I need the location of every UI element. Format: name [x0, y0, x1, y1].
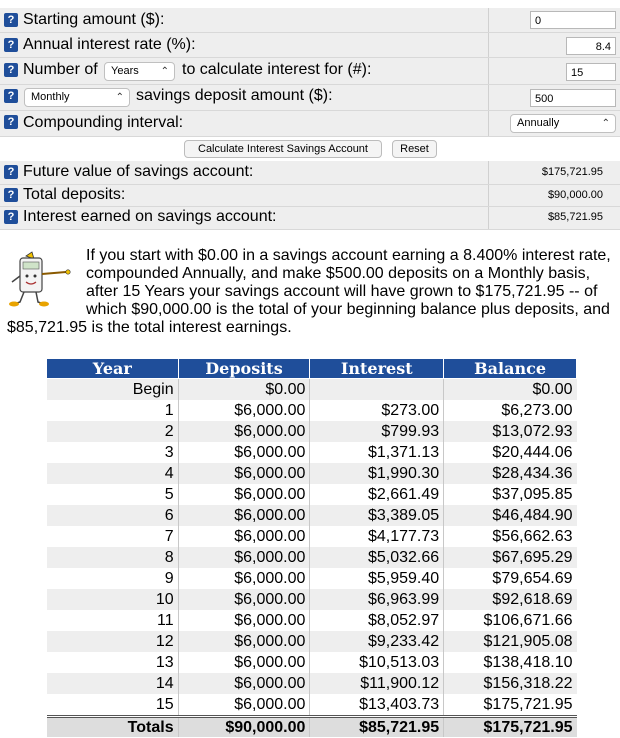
help-icon[interactable]: ? [4, 13, 18, 27]
total-balance-cell: $175,721.95 [444, 717, 577, 738]
chevron-updown-icon: ⌃ [160, 66, 169, 77]
future-value-result: $175,721.95 [541, 166, 603, 178]
help-icon[interactable]: ? [4, 210, 18, 224]
balance-cell: $46,484.90 [444, 505, 577, 526]
interest-cell: $3,389.05 [310, 505, 444, 526]
balance-cell: $156,318.22 [444, 673, 577, 694]
balance-cell: $79,654.69 [444, 568, 577, 589]
balance-cell: $0.00 [444, 379, 577, 401]
interest-cell: $9,233.42 [310, 631, 444, 652]
deposits-cell: $6,000.00 [178, 610, 310, 631]
year-cell: 6 [47, 505, 179, 526]
help-icon[interactable]: ? [4, 89, 18, 103]
interest-cell: $1,371.13 [310, 442, 444, 463]
num-periods-label-pre: Number of [23, 61, 98, 78]
interest-cell: $1,990.30 [310, 463, 444, 484]
year-cell: 2 [47, 421, 179, 442]
interest-cell [310, 379, 444, 401]
savings-schedule-table [46, 358, 577, 737]
year-cell: Begin [47, 379, 179, 401]
deposits-cell: $6,000.00 [178, 526, 310, 547]
deposit-frequency-select[interactable] [24, 88, 130, 107]
starting-amount-label: Starting amount ($): [23, 11, 165, 28]
header-deposits: Deposits [178, 359, 310, 379]
summary-line-4: which $90,000.00 is the total of your beginning balance plus deposits, and [86, 301, 610, 318]
table-row [47, 568, 577, 589]
period-unit-value: Years [111, 65, 139, 77]
year-cell: 14 [47, 673, 179, 694]
future-value-label: Future value of savings account: [23, 163, 254, 180]
interest-earned-result: $85,721.95 [547, 211, 603, 223]
deposits-cell: $6,000.00 [178, 484, 310, 505]
header-year: Year [47, 359, 179, 379]
help-icon[interactable]: ? [4, 188, 18, 202]
interest-cell: $8,052.97 [310, 610, 444, 631]
year-cell: 7 [47, 526, 179, 547]
interest-cell: $6,963.99 [310, 589, 444, 610]
deposit-amount-input[interactable]: 500 [530, 89, 616, 107]
interest-rate-input[interactable]: 8.4 [566, 37, 616, 55]
deposits-cell: $0.00 [178, 379, 310, 401]
year-cell: 1 [47, 400, 179, 421]
total-year-cell: Totals [47, 717, 179, 738]
balance-cell: $67,695.29 [444, 547, 577, 568]
total-deposits-label: Total deposits: [23, 186, 126, 203]
summary-line-1: If you start with $0.00 in a savings account earning a 8.400% interest rate, [86, 247, 611, 264]
table-row [47, 505, 577, 526]
balance-cell: $175,721.95 [444, 694, 577, 717]
deposits-cell: $6,000.00 [178, 463, 310, 484]
num-periods-label-post: to calculate interest for (#): [182, 61, 372, 78]
table-row [47, 484, 577, 505]
starting-amount-row [0, 8, 620, 33]
interest-earned-label: Interest earned on savings account: [23, 208, 277, 225]
summary-line-2: compounded Annually, and make $500.00 deposits on a Monthly basis, [86, 265, 591, 282]
interest-rate-label: Annual interest rate (%): [23, 36, 196, 53]
table-row [47, 379, 577, 401]
deposit-label: savings deposit amount ($): [136, 87, 333, 104]
deposits-cell: $6,000.00 [178, 631, 310, 652]
header-interest: Interest [310, 359, 444, 379]
chevron-updown-icon: ⌃ [115, 92, 124, 103]
table-row [47, 589, 577, 610]
deposits-cell: $6,000.00 [178, 421, 310, 442]
calculate-button[interactable]: Calculate Interest Savings Account [184, 140, 382, 158]
table-row [47, 694, 577, 717]
deposits-cell: $6,000.00 [178, 505, 310, 526]
deposits-cell: $6,000.00 [178, 547, 310, 568]
total-deposits-result: $90,000.00 [547, 189, 603, 201]
interest-cell: $799.93 [310, 421, 444, 442]
year-cell: 13 [47, 652, 179, 673]
balance-cell: $56,662.63 [444, 526, 577, 547]
chevron-updown-icon: ⌃ [601, 118, 610, 129]
interest-cell: $4,177.73 [310, 526, 444, 547]
balance-cell: $106,671.66 [444, 610, 577, 631]
interest-cell: $10,513.03 [310, 652, 444, 673]
year-cell: 4 [47, 463, 179, 484]
interest-earned-row [0, 207, 620, 230]
interest-cell: $11,900.12 [310, 673, 444, 694]
header-balance: Balance [444, 359, 577, 379]
future-value-row [0, 161, 620, 185]
year-cell: 15 [47, 694, 179, 717]
compounding-value: Annually [517, 117, 560, 129]
total-interest-cell: $85,721.95 [310, 717, 444, 738]
calculator-mascot-icon [6, 250, 78, 308]
year-cell: 3 [47, 442, 179, 463]
year-cell: 9 [47, 568, 179, 589]
interest-cell: $5,959.40 [310, 568, 444, 589]
deposits-cell: $6,000.00 [178, 568, 310, 589]
balance-cell: $92,618.69 [444, 589, 577, 610]
balance-cell: $138,418.10 [444, 652, 577, 673]
table-row [47, 547, 577, 568]
help-icon[interactable]: ? [4, 115, 18, 129]
year-cell: 12 [47, 631, 179, 652]
table-row [47, 442, 577, 463]
balance-cell: $28,434.36 [444, 463, 577, 484]
starting-amount-input[interactable]: 0 [530, 11, 616, 29]
totals-row [47, 717, 577, 738]
interest-cell: $2,661.49 [310, 484, 444, 505]
num-periods-row [0, 58, 620, 85]
total-deposits-cell: $90,000.00 [178, 717, 310, 738]
interest-cell: $5,032.66 [310, 547, 444, 568]
table-row [47, 610, 577, 631]
table-row [47, 400, 577, 421]
balance-cell: $6,273.00 [444, 400, 577, 421]
table-row [47, 631, 577, 652]
table-row [47, 673, 577, 694]
balance-cell: $20,444.06 [444, 442, 577, 463]
num-periods-input[interactable]: 15 [566, 63, 616, 81]
interest-cell: $13,403.73 [310, 694, 444, 717]
table-row [47, 421, 577, 442]
table-row [47, 652, 577, 673]
period-unit-select[interactable] [104, 62, 175, 81]
deposit-row [0, 85, 620, 111]
help-icon[interactable]: ? [4, 63, 18, 77]
table-row [47, 463, 577, 484]
deposits-cell: $6,000.00 [178, 652, 310, 673]
year-cell: 10 [47, 589, 179, 610]
summary-line-5: $85,721.95 is the total interest earnings. [7, 319, 292, 336]
table-row [47, 526, 577, 547]
year-cell: 11 [47, 610, 179, 631]
help-icon[interactable]: ? [4, 38, 18, 52]
compounding-select[interactable] [510, 114, 616, 133]
reset-button[interactable]: Reset [392, 140, 437, 158]
deposit-frequency-value: Monthly [31, 91, 70, 103]
total-deposits-row [0, 185, 620, 207]
deposits-cell: $6,000.00 [178, 400, 310, 421]
interest-rate-row [0, 33, 620, 58]
year-cell: 5 [47, 484, 179, 505]
deposits-cell: $6,000.00 [178, 694, 310, 717]
compounding-row [0, 111, 620, 137]
help-icon[interactable]: ? [4, 165, 18, 179]
balance-cell: $37,095.85 [444, 484, 577, 505]
deposits-cell: $6,000.00 [178, 673, 310, 694]
balance-cell: $13,072.93 [444, 421, 577, 442]
balance-cell: $121,905.08 [444, 631, 577, 652]
deposits-cell: $6,000.00 [178, 442, 310, 463]
interest-cell: $273.00 [310, 400, 444, 421]
year-cell: 8 [47, 547, 179, 568]
deposits-cell: $6,000.00 [178, 589, 310, 610]
summary-line-3: after 15 Years your savings account will have grown to $175,721.95 -- of [86, 283, 598, 300]
table-header-row [47, 359, 577, 379]
compounding-label: Compounding interval: [23, 114, 184, 131]
